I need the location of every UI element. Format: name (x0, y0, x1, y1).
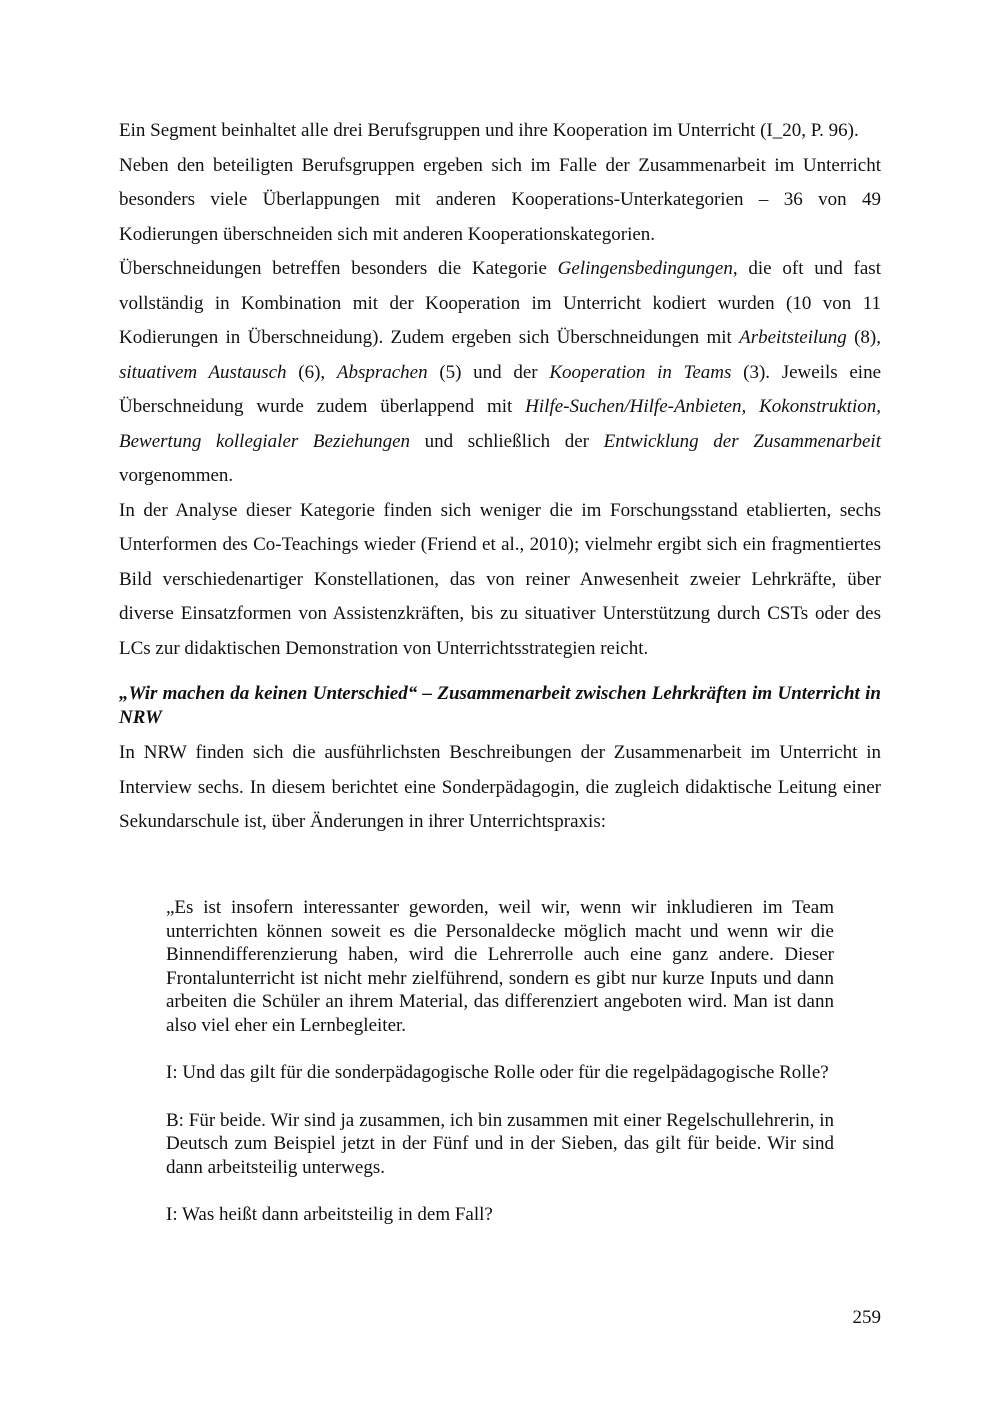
text-span: , die oft und fast vollständig in Kombination mit der Kooperation im Unterricht kodiert wurden (10 von 11 Kodierungen in Überschneidung). Zudem ergeben sich Überschneidungen mit (119, 258, 881, 348)
paragraph-1: Ein Segment beinhaltet alle drei Berufsgruppen und ihre Kooperation im Unterricht (I_20, P. 96). (119, 120, 859, 141)
text-span: vorgenommen. (119, 465, 234, 486)
quote-paragraph-2: I: Und das gilt für die sonderpädagogische Rolle oder für die regelpädagogische Rolle? (166, 1062, 829, 1083)
paragraph-4: In der Analyse dieser Kategorie finden sich weniger die im Forschungsstand etablierten, sechs Unterformen des Co-Teachings wieder (Friend et al., 2010); vielmehr ergibt sich ein fragmentiertes Bild verschiedenartiger Konstellationen, das von reiner Anwesenheit zweier Lehrkräfte, über diverse Einsatzformen von Assistenzkräften, bis zu situativer Unterstützung durch CSTs oder des LCs zur didaktischen Demonstration von Unterrichtsstrategien reicht. (119, 499, 881, 659)
italic-span: Kooperation in Teams (549, 361, 732, 383)
page-number: 259 (852, 1307, 881, 1328)
text-span: (6), (286, 361, 337, 383)
paragraph-3 (119, 252, 881, 494)
quote-paragraph-1: „Es ist insofern interessanter geworden, weil wir, wenn wir inkludieren im Team unterrichten können soweit es die Personaldecke möglich macht und wenn wir die Binnendifferenzierung haben, wird die Lehrerrolle auch eine ganz andere. Dieser Frontalunterricht ist nicht mehr zielführend, sondern es gibt nur kurze Inputs und dann arbeiten die Schüler an ihrem Material, das differenziert angeboten wird. Man ist dann also viel eher ein Lernbegleiter. (166, 897, 834, 1036)
italic-span: Gelingensbedingungen (557, 258, 733, 279)
block-quote (166, 896, 834, 1251)
text-span: Überschneidungen betreffen besonders die Kategorie (119, 258, 558, 279)
text-span: (8), (846, 327, 881, 348)
paragraph-5: In NRW finden sich die ausführlichsten Beschreibungen der Zusammenarbeit im Unterricht in Interview sechs. In diesem berichtet eine Sonderpädagogin, die zugleich didaktische Leitung einer Sekundarschule ist, über Änderungen in ihrer Unterrichtspraxis: (119, 742, 881, 832)
text-span: (3). Jeweils eine Überschneidung wurde zudem überlappend mit (119, 361, 882, 417)
text-span: und schließlich der (410, 430, 604, 452)
italic-span: situativem Austausch (119, 361, 287, 383)
quote-paragraph-4: I: Was heißt dann arbeitsteilig in dem Fall? (166, 1204, 493, 1225)
body-text (119, 114, 881, 840)
paragraph-2: Neben den beteiligten Berufsgruppen ergeben sich im Falle der Zusammenarbeit im Unterricht besonders viele Überlappungen mit anderen Kooperations-Unterkategorien – 36 von 49 Kodierungen überschneiden sich mit anderen Kooperationskategorien. (119, 154, 881, 245)
italic-span: Arbeitsteilung (739, 327, 847, 348)
quote-paragraph-3: B: Für beide. Wir sind ja zusammen, ich bin zusammen mit einer Regelschullehrerin, in Deutsch zum Beispiel jetzt in der Fünf und in der Sieben, das gilt für beide. Wir sind dann arbeitsteilig unterwegs. (166, 1109, 834, 1178)
text-span: (5) und der (427, 361, 550, 383)
italic-span: Absprachen (336, 361, 428, 383)
section-heading: „Wir machen da keinen Unterschied“ – Zusammenarbeit zwischen Lehrkräften im Unterricht in NRW (119, 683, 881, 728)
italic-span: Entwicklung der Zusammenarbeit (603, 430, 881, 452)
italic-span: Hilfe-Suchen/Hilfe-Anbieten, Kokonstruktion, Bewertung kollegialer Beziehungen (119, 396, 882, 452)
